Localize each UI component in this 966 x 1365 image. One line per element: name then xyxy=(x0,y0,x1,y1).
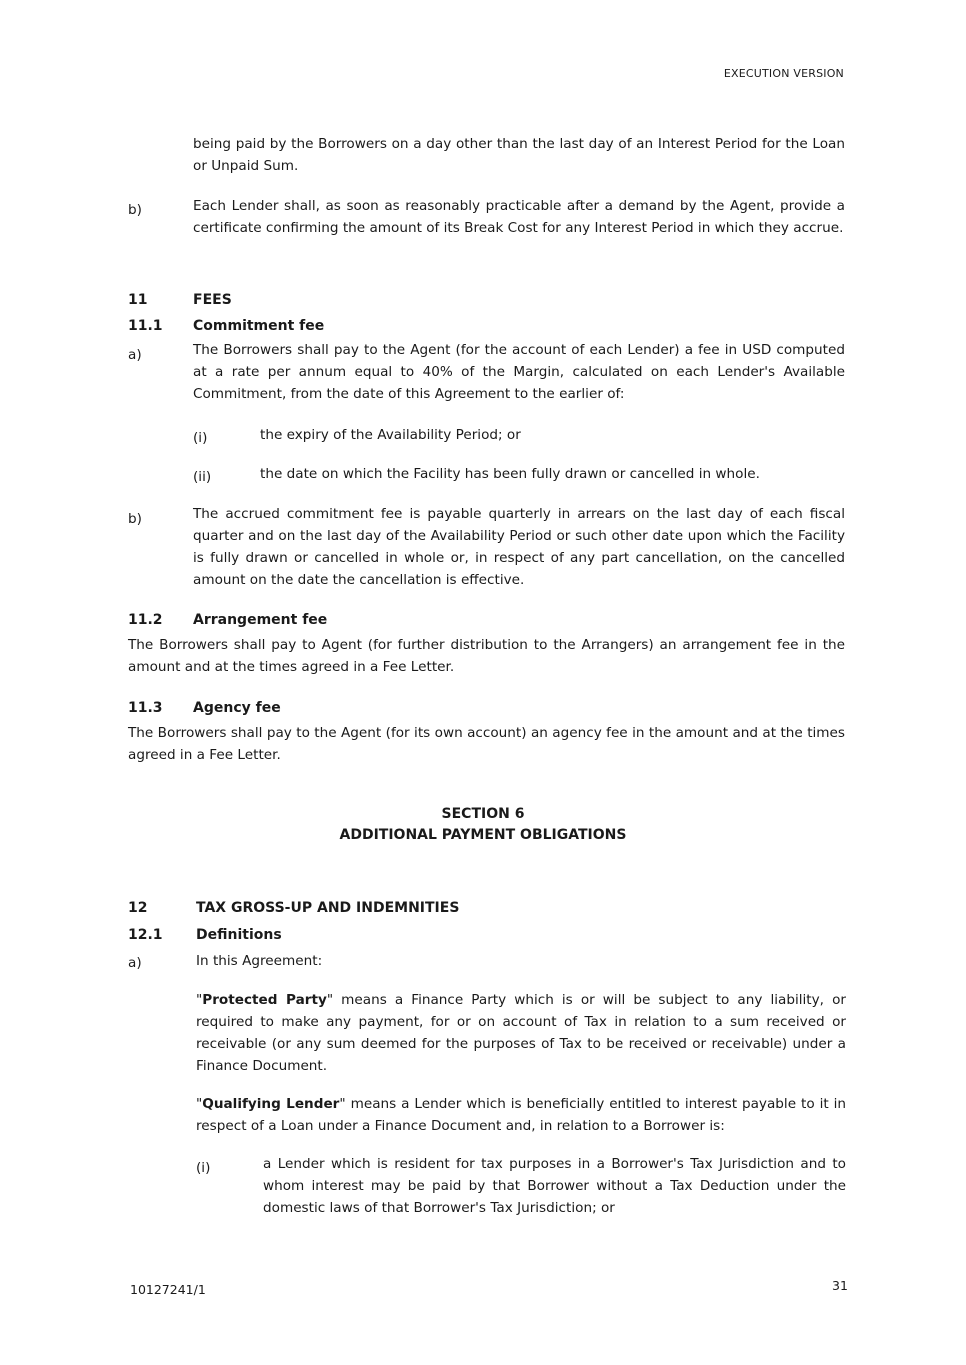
definitions-intro: In this Agreement: xyxy=(196,953,323,969)
sub-list-marker: (ii) xyxy=(193,469,212,485)
clause-heading: Definitions xyxy=(196,927,282,943)
agency-fee-paragraph: The Borrowers shall pay to the Agent (for its own account) an agency fee in the amount and at the times agreed in a Fee Letter. xyxy=(128,725,845,763)
clause-heading: FEES xyxy=(193,292,232,308)
arrangement-fee-paragraph: The Borrowers shall pay to Agent (for further distribution to the Arrangers) an arrangement fee in the amount and at the times agreed in a Fee Letter. xyxy=(128,637,845,675)
clause-number: 11 xyxy=(128,292,148,308)
page-number: 31 xyxy=(832,1278,848,1293)
section-number: SECTION 6 xyxy=(441,806,525,822)
clause-number: 11.1 xyxy=(128,318,163,334)
clause-heading: Arrangement fee xyxy=(193,612,328,628)
section-title: ADDITIONAL PAYMENT OBLIGATIONS xyxy=(339,827,627,843)
break-cost-paragraph: Each Lender shall, as soon as reasonably practicable after a demand by the Agent, provide a certificate confirming the amount of its Break Cost for any Interest Period in which they accrue. xyxy=(193,198,845,236)
clause-number: 12 xyxy=(128,900,148,916)
clause-heading: Commitment fee xyxy=(193,318,325,334)
defined-term: Qualifying Lender xyxy=(202,1096,340,1112)
list-marker: b) xyxy=(128,511,142,527)
definition-qualifying-lender: "Qualifying Lender" means a Lender which is beneficially entitled to interest payable to it in respect of a Loan under a Finance Document and, in relation to a Borrower is: xyxy=(196,1096,846,1134)
sub-list-marker: (i) xyxy=(196,1160,211,1176)
sub-list-item: a Lender which is resident for tax purposes in a Borrower's Tax Jurisdiction and to whom interest may be paid by that Borrower without a Tax Deduction under the domestic laws of that Borrower's Tax Jurisdiction; or xyxy=(263,1156,846,1216)
definition-protected-party: "Protected Party" means a Finance Party which is or will be subject to any liability, or required to make any payment, for or on account of Tax in relation to a sum received or receivable (or any sum deemed for the purposes of Tax to be received or receivable) under a Finance Document. xyxy=(196,992,846,1074)
list-marker: b) xyxy=(128,202,142,218)
sub-list-item: the expiry of the Availability Period; or xyxy=(260,427,521,443)
list-marker: a) xyxy=(128,347,142,363)
list-marker: a) xyxy=(128,955,142,971)
clause-heading: TAX GROSS-UP AND INDEMNITIES xyxy=(196,900,460,916)
clause-number: 11.3 xyxy=(128,700,163,716)
document-id: 10127241/1 xyxy=(130,1282,206,1297)
sub-list-marker: (i) xyxy=(193,430,208,446)
sub-list-item: the date on which the Facility has been fully drawn or cancelled in whole. xyxy=(260,466,760,482)
defined-term: Protected Party xyxy=(202,992,327,1008)
commitment-fee-paragraph: The Borrowers shall pay to the Agent (for the account of each Lender) a fee in USD computed at a rate per annum equal to 40% of the Margin, calculated on each Lender's Available Commitment, from the date of this Agreement to the earlier of: xyxy=(193,342,845,402)
accrued-fee-paragraph: The accrued commitment fee is payable quarterly in arrears on the last day of each fiscal quarter and on the last day of the Availability Period or such other date upon which the Facility is fully drawn or cancelled in whole or, in respect of any part cancellation, on the cancelled amount on the date the cancellation is effective. xyxy=(193,506,845,588)
clause-heading: Agency fee xyxy=(193,700,281,716)
clause-number: 12.1 xyxy=(128,927,163,943)
clause-number: 11.2 xyxy=(128,612,163,628)
header-label: EXECUTION VERSION xyxy=(723,67,844,80)
continuation-paragraph: being paid by the Borrowers on a day other than the last day of an Interest Period for the Loan or Unpaid Sum. xyxy=(193,136,845,174)
